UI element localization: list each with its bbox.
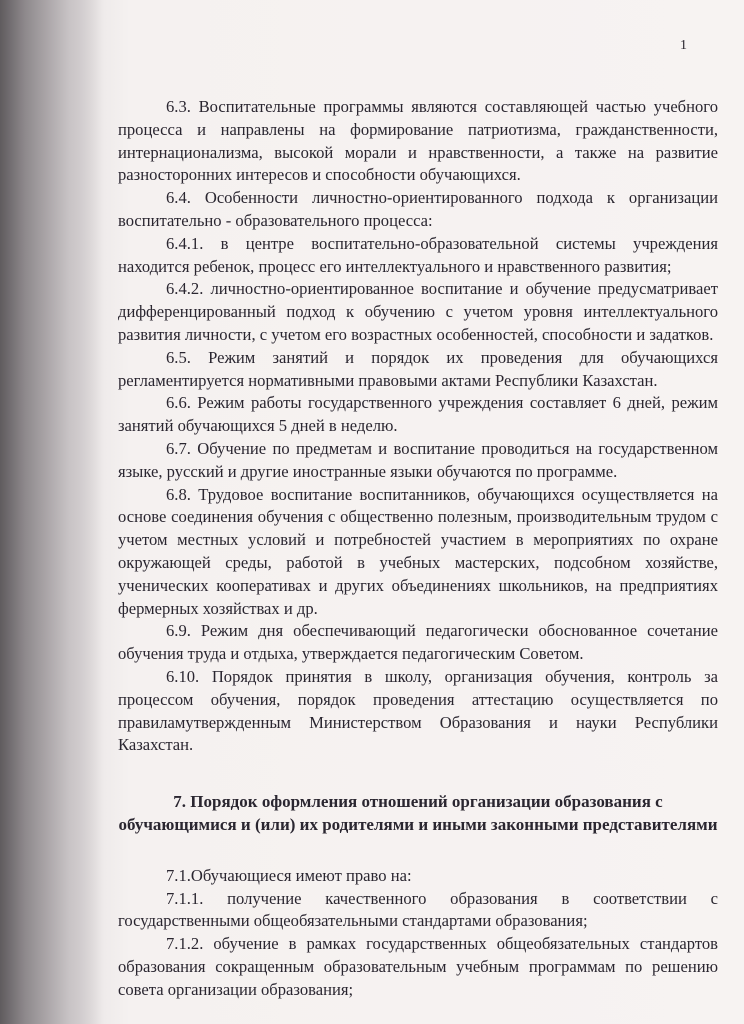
paragraph-6-5: 6.5. Режим занятий и порядок их проведения для обучающихся регламентируется нормативными правовыми актами Республики Казахстан. xyxy=(118,347,718,390)
paragraph-6-7: 6.7. Обучение по предметам и воспитание проводиться на государственном языке, русский и другие иностранные языки обучаются по программе. xyxy=(118,438,718,481)
paragraph-6-10: 6.10. Порядок принятия в школу, организация обучения, контроль за процессом обучения, порядок проведения аттестацию осуществляется по правиламутвержденным Министерством Образования и науки Республики Казахстан. xyxy=(118,666,718,755)
section-heading: 7. Порядок оформления отношений организации образования с обучающимися и (или) их родителями и иными законными представителями xyxy=(118,792,718,834)
paragraph-6-4-1: 6.4.1. в центре воспитательно-образовательной системы учреждения находится ребенок, процесс его интеллектуального и нравственного развития; xyxy=(118,233,718,276)
paragraph-6-6: 6.6. Режим работы государственного учреждения составляет 6 дней, режим занятий обучающихся 5 дней в неделю. xyxy=(118,393,718,436)
paragraph-6-3: 6.3. Воспитательные программы являются составляющей частью учебного процесса и направлены на формирование патриотизма, гражданственности, интернационализма, высокой морали и нравственности, а также на развитие разносторонних интересов и способности обучающихся. xyxy=(118,97,718,185)
paragraph-7-1: 7.1.Обучающиеся имеют право на: xyxy=(166,865,412,885)
book-spine-shadow xyxy=(0,0,104,1024)
paragraph-6-4-2: 6.4.2. личностно-ориентированное воспитание и обучение предусматривает дифференцированный подход к обучению с учетом уровня интеллектуального развития личности, с учетом его возрастных особенностей, способности и задатков. xyxy=(118,279,718,344)
document-body xyxy=(118,96,718,1001)
paragraph-7-1-1: 7.1.1. получение качественного образования в соответствии с государственными общеобязательными стандартами образования; xyxy=(118,888,718,931)
paragraph-6-4: 6.4. Особенности личностно-ориентированного подхода к организации воспитательно - образовательного процесса: xyxy=(118,188,718,230)
paragraph-6-9: 6.9. Режим дня обеспечивающий педагогически обоснованное сочетание обучения труда и отдыха, утверждается педагогическим Советом. xyxy=(118,621,718,664)
paragraph-7-1-2: 7.1.2. обучение в рамках государственных общеобязательных стандартов образования сокращенным образовательным учебным программам по решению совета организации образования; xyxy=(118,934,718,999)
paragraph-6-8: 6.8. Трудовое воспитание воспитанников, обучающихся осуществляется на основе соединения обучения с общественно полезным, производительным трудом с учетом местных условий и потребностей участием в мероприятиях по охране окружающей среды, работой в учебных мастерских, подсобном хозяйстве, ученических кооперативах и других объединениях школьников, на предприятиях фермерных хозяйствах и др. xyxy=(118,484,718,618)
page-number: 1 xyxy=(680,38,687,53)
